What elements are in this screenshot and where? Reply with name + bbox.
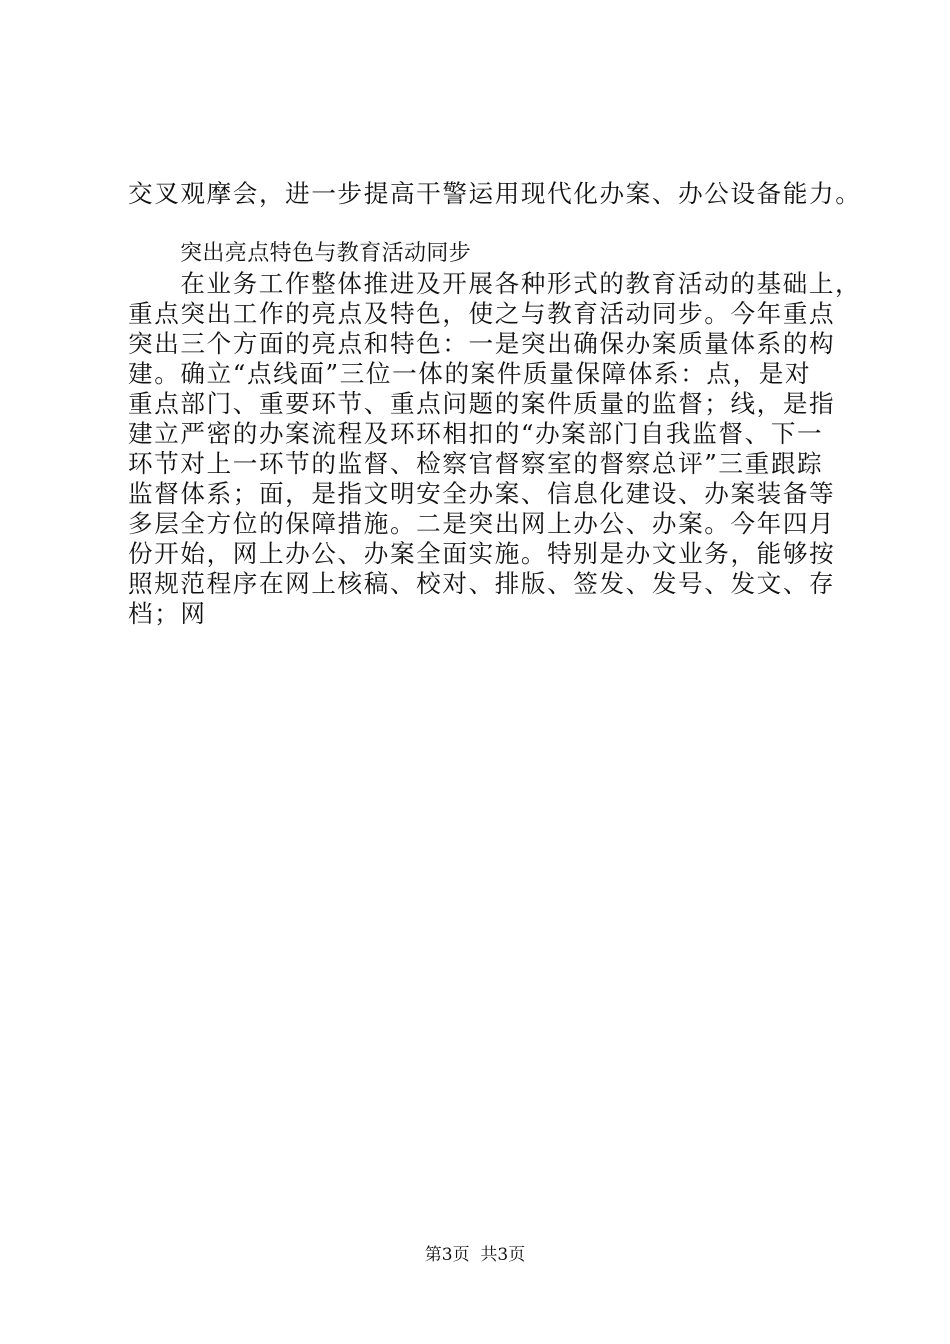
intro-line: 交叉观摩会，进一步提高干警运用现代化办案、办公设备能力。 — [128, 179, 862, 208]
paragraph-line: 环节对上一环节的监督、检察官督察室的督察总评”三重跟踪 — [128, 449, 824, 478]
paragraph-line: 重点突出工作的亮点及特色，使之与教育活动同步。今年重点 — [128, 299, 836, 328]
paragraph-line: 突出三个方面的亮点和特色：一是突出确保办案质量体系的构 — [128, 329, 836, 358]
paragraph-line: 在业务工作整体推进及开展各种形式的教育活动的基础上， — [154, 269, 862, 298]
paragraph-line: 档；网 — [128, 599, 207, 628]
page-footer: 第3页 共3页 — [424, 1245, 526, 1265]
paragraph-line: 建立严密的办案流程及环环相扣的“办案部门自我监督、下一 — [128, 419, 824, 448]
paragraph-line: 监督体系；面，是指文明安全办案、信息化建设、办案装备等 — [128, 479, 836, 508]
paragraph-line: 份开始，网上办公、办案全面实施。特别是办文业务，能够按 — [128, 539, 836, 568]
section-heading: 突出亮点特色与教育活动同步 — [180, 241, 472, 266]
paragraph-line: 多层全方位的保障措施。二是突出网上办公、办案。今年四月 — [128, 509, 836, 538]
paragraph-line: 建。确立“点线面”三位一体的案件质量保障体系：点，是对 — [128, 359, 812, 388]
paragraph-line: 照规范程序在网上核稿、校对、排版、签发、发号、发文、存 — [128, 569, 836, 598]
paragraph-line: 重点部门、重要环节、重点问题的案件质量的监督；线，是指 — [128, 389, 836, 418]
